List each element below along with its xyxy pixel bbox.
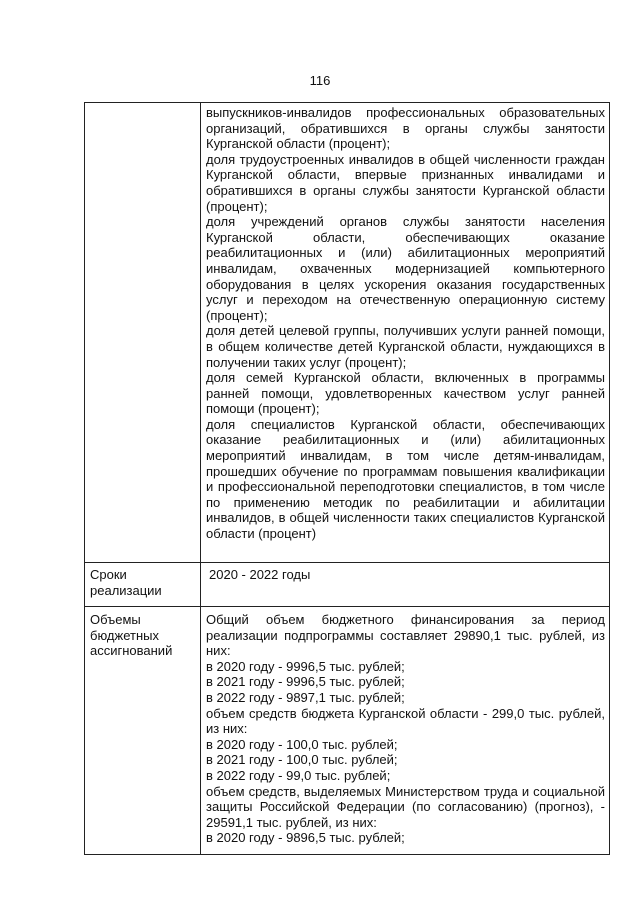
budget-year-line: в 2021 году - 100,0 тыс. рублей;	[206, 752, 398, 768]
budget-year-line: в 2020 году - 100,0 тыс. рублей;	[206, 736, 398, 752]
indicator-paragraph: выпускников-инвалидов профессиональных образовательных организаций, обратившихся в органы службы занятости Курганской области (процент);	[206, 105, 605, 152]
period-label-cell	[85, 563, 201, 607]
indicator-paragraph: доля специалистов Курганской области, обеспечивающих оказание реабилитационных и (или) абилитационных мероприятий инвалидам, в том числе детям-инвалидам, прошедших обучение по программам повышения квалификации и профессиональной переподготовки специалистов, в том числе по применению методик по реабилитации и абилитации инвалидов, в общей численности таких специалистов Курганской области (процент)	[206, 416, 605, 542]
indicator-paragraph: доля трудоустроенных инвалидов в общей численности граждан Курганской области, впервые признанных инвалидами и обратившихся в органы службы занятости Курганской области (процент);	[206, 151, 605, 214]
budget-year-line: в 2021 году - 9996,5 тыс. рублей;	[206, 674, 405, 690]
budget-year-line: в 2020 году - 9896,5 тыс. рублей;	[206, 830, 405, 846]
budget-regional-intro: объем средств бюджета Курганской области - 299,0 тыс. рублей, из них:	[206, 705, 605, 737]
indicator-paragraph: доля учреждений органов службы занятости населения Курганской области, обеспечивающих оказание реабилитационных и (или) абилитационных мероприятий инвалидам, охваченных модернизацией компьютерного оборудования в целях ускорения оказания государственных услуг и переходом на отечественную операционную систему (процент);	[206, 214, 605, 323]
table-row-period	[85, 563, 610, 607]
indicators-label-cell	[85, 103, 201, 563]
budget-intro: Общий объем бюджетного финансирования за период реализации подпрограммы составляет 29890,1 тыс. рублей, из них:	[206, 612, 605, 659]
budget-content-cell	[201, 607, 610, 855]
table-row-budget	[85, 607, 610, 855]
period-value-cell	[201, 563, 610, 607]
period-value: 2020 - 2022 годы	[209, 567, 311, 582]
period-label-line: реализации	[90, 582, 162, 598]
budget-year-line: в 2020 году - 9996,5 тыс. рублей;	[206, 658, 405, 674]
period-label-line: Сроки	[90, 567, 127, 582]
indicator-paragraph: доля семей Курганской области, включенных в программы ранней помощи, удовлетворенных качеством услуг ранней помощи (процент);	[206, 370, 605, 417]
budget-label-line: Объемы	[90, 612, 141, 627]
indicator-paragraph: доля детей целевой группы, получивших услуги ранней помощи, в общем количестве детей Курганской области, нуждающихся в получении таких услуг (процент);	[206, 323, 605, 370]
subprogram-passport-table	[84, 102, 610, 855]
budget-label-line: бюджетных	[90, 627, 159, 643]
page-number: 116	[309, 73, 331, 88]
budget-label-line: ассигнований	[90, 643, 173, 659]
budget-year-line: в 2022 году - 9897,1 тыс. рублей;	[206, 689, 405, 705]
budget-federal-intro: объем средств, выделяемых Министерством труда и социальной защиты Российской Федерации (по согласованию) (прогноз), - 29591,1 тыс. рублей, из них:	[206, 783, 605, 830]
table-row-indicators	[85, 103, 610, 563]
budget-label-cell	[85, 607, 201, 855]
budget-year-line: в 2022 году - 99,0 тыс. рублей;	[206, 767, 391, 783]
indicators-content-cell	[201, 103, 610, 563]
